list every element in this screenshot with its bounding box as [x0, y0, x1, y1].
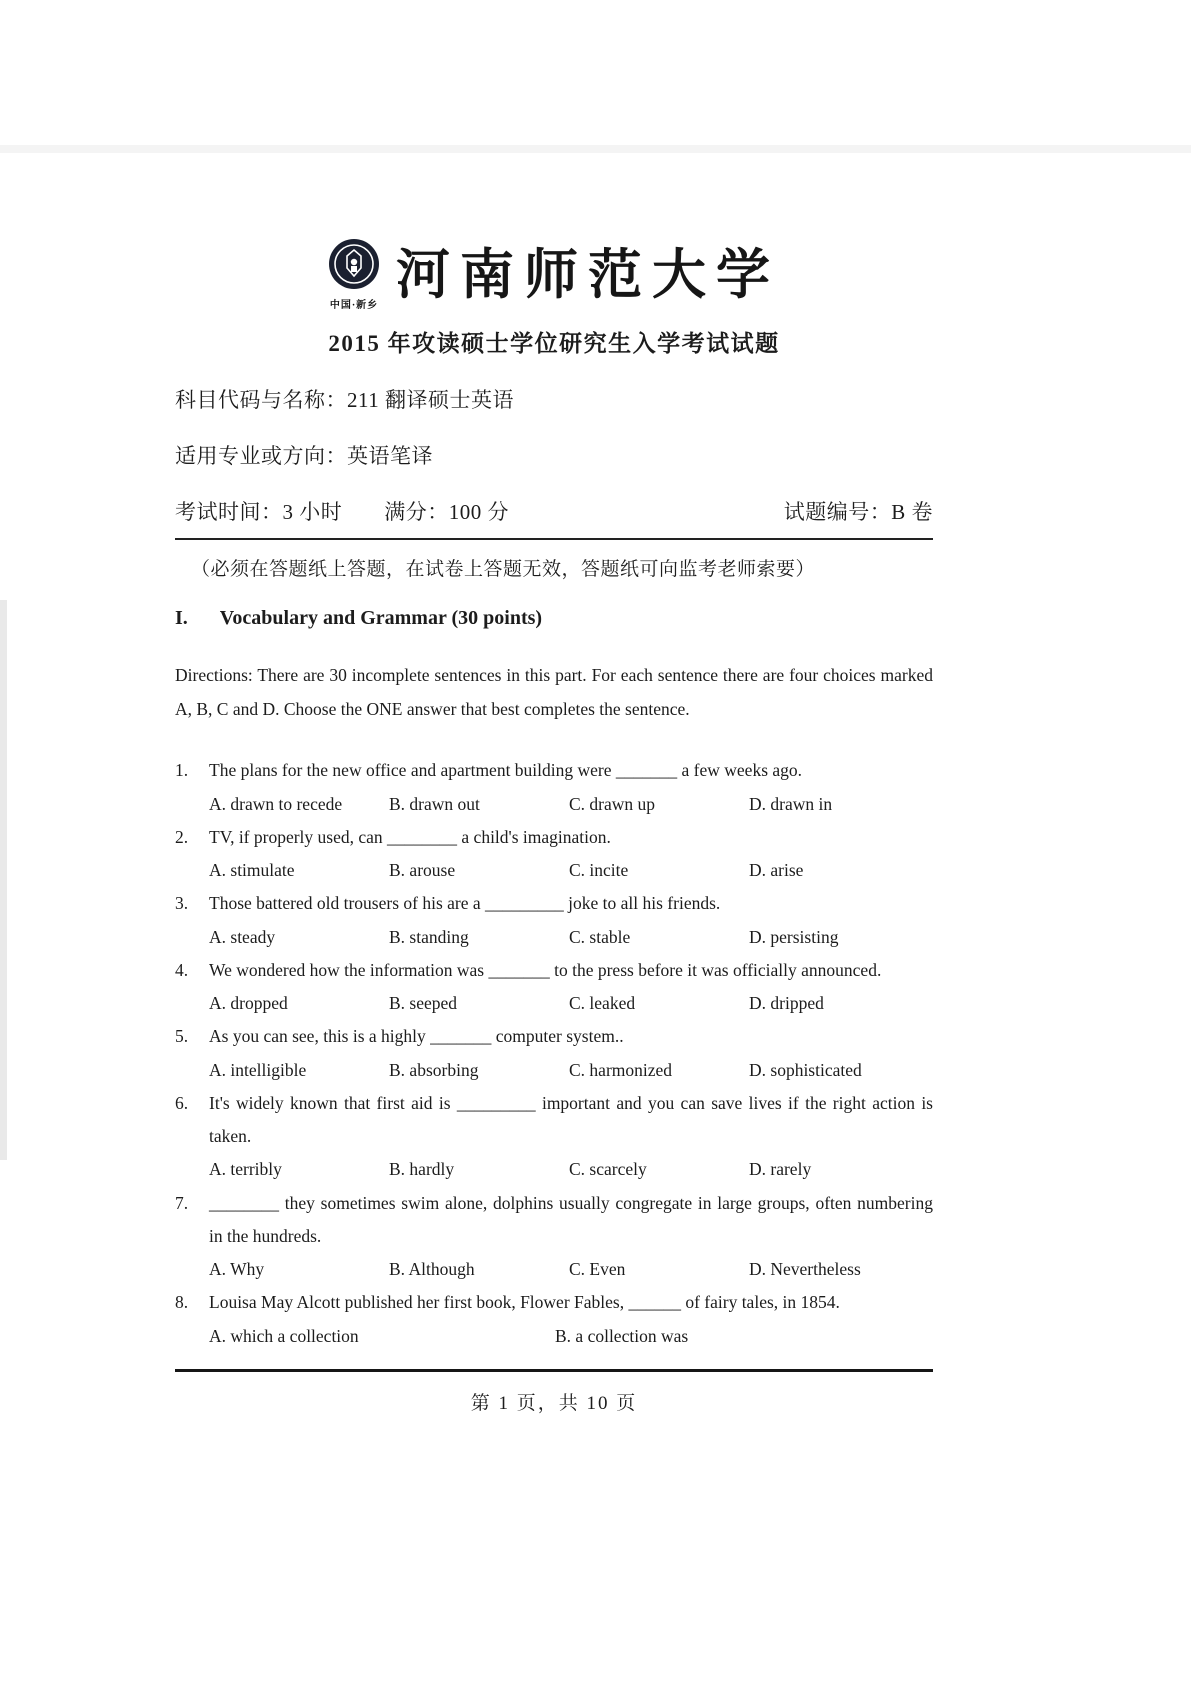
question-number: 1. [175, 760, 189, 781]
question-number: 5. [175, 1026, 189, 1047]
question-stem: As you can see, this is a highly _______ computer system.. [209, 1026, 624, 1047]
exam-title: 2015 年攻读硕士学位研究生入学考试试题 [328, 331, 780, 356]
option: C. incite [569, 860, 629, 880]
options-row [175, 1253, 933, 1286]
question-stem-row [175, 1187, 933, 1254]
question [175, 754, 933, 821]
question-stem: Those battered old trousers of his are a _________ joke to all his friends. [209, 893, 721, 914]
option: B. seeped [389, 993, 458, 1013]
options-row [175, 1320, 933, 1353]
option: D. persisting [749, 926, 839, 947]
exam-notice: （必须在答题纸上答题，在试卷上答题无效，答题纸可向监考老师索要） [191, 559, 816, 580]
option: A. stimulate [209, 860, 295, 880]
option: B. a collection was [555, 1325, 689, 1346]
question-number: 3. [175, 893, 189, 914]
option: D. arise [749, 860, 804, 880]
option: A. intelligible [209, 1059, 307, 1080]
option: A. steady [209, 926, 276, 947]
page-footer: 第 1 页，共 10 页 [470, 1392, 638, 1414]
scan-artifact-top [0, 145, 1191, 153]
option: D. sophisticated [749, 1059, 862, 1080]
options-row [175, 1153, 933, 1186]
university-seal-icon [328, 238, 380, 295]
question-stem-row [175, 887, 933, 920]
question [175, 887, 933, 954]
question-number: 8. [175, 1292, 189, 1313]
options-row [175, 987, 933, 1020]
question [175, 1286, 933, 1353]
option: A. Why [209, 1259, 265, 1279]
section-title: Vocabulary and Grammar (30 points) [219, 607, 543, 629]
option: B. hardly [389, 1159, 455, 1180]
question-stem: ________ they sometimes swim alone, dolphins usually congregate in large groups, often numbering in the hundreds. [209, 1192, 933, 1246]
option: C. drawn up [569, 793, 656, 814]
question-number: 6. [175, 1092, 189, 1113]
option: B. arouse [389, 860, 456, 880]
question [175, 1187, 933, 1287]
directions: Directions: There are 30 incomplete sentences in this part. For each sentence there are four choices marked A, B, C and D. Choose the ONE answer that best completes the sentence. [175, 665, 933, 720]
bottom-rule [175, 1369, 933, 1372]
question [175, 1020, 933, 1087]
question-stem-row [175, 1087, 933, 1154]
exam-page [175, 238, 933, 1415]
question-stem-row [175, 1020, 933, 1053]
option: A. terribly [209, 1159, 282, 1180]
option: C. leaked [569, 993, 636, 1013]
question-stem-row [175, 1286, 933, 1319]
option: B. Although [389, 1259, 475, 1279]
question-stem: Louisa May Alcott published her first book, Flower Fables, ______ of fairy tales, in 1854. [209, 1292, 840, 1313]
question-number: 7. [175, 1192, 189, 1213]
option: A. drawn to recede [209, 793, 343, 814]
option: D. drawn in [749, 793, 833, 814]
option: B. standing [389, 926, 469, 947]
option: B. drawn out [389, 793, 480, 814]
options-row [175, 921, 933, 954]
question-stem: We wondered how the information was _______ to the press before it was officially announced. [209, 959, 882, 980]
question-number: 2. [175, 826, 189, 847]
option: D. dripped [749, 993, 824, 1013]
question-stem-row [175, 954, 933, 987]
option: A. which a collection [209, 1325, 359, 1346]
major-line: 适用专业或方向：英语笔译 [175, 444, 433, 468]
question-stem-row [175, 754, 933, 787]
question-number: 4. [175, 959, 189, 980]
scan-artifact-left-edge [0, 600, 7, 1160]
options-row [175, 854, 933, 887]
exam-score: 满分：100 分 [384, 500, 509, 524]
time-line [175, 496, 933, 540]
question-stem-row [175, 821, 933, 854]
section-heading [175, 607, 933, 630]
options-row [175, 788, 933, 821]
section-numeral: I. [175, 607, 188, 629]
exam-time: 考试时间：3 小时 [175, 500, 343, 524]
option: A. dropped [209, 993, 288, 1013]
university-seal-block [328, 238, 380, 311]
question [175, 821, 933, 888]
paper-code: 试题编号：B 卷 [783, 500, 933, 524]
options-row [175, 1054, 933, 1087]
option: B. absorbing [389, 1059, 479, 1080]
seal-caption: 中国·新乡 [329, 300, 379, 311]
question-stem: TV, if properly used, can ________ a child's imagination. [209, 826, 611, 847]
university-header [175, 238, 933, 311]
option: C. stable [569, 926, 631, 947]
question-stem: It's widely known that first aid is _________ important and you can save lives if the right action is taken. [209, 1092, 933, 1146]
option: D. rarely [749, 1159, 812, 1180]
option: C. Even [569, 1259, 626, 1279]
option: D. Nevertheless [749, 1259, 861, 1279]
subject-line: 科目代码与名称：211 翻译硕士英语 [175, 388, 514, 412]
option: C. scarcely [569, 1159, 647, 1180]
question-stem: The plans for the new office and apartment building were _______ a few weeks ago. [209, 760, 803, 781]
question [175, 954, 933, 1021]
option: C. harmonized [569, 1059, 673, 1080]
question [175, 1087, 933, 1187]
university-name: 河南师范大学 [396, 241, 780, 306]
